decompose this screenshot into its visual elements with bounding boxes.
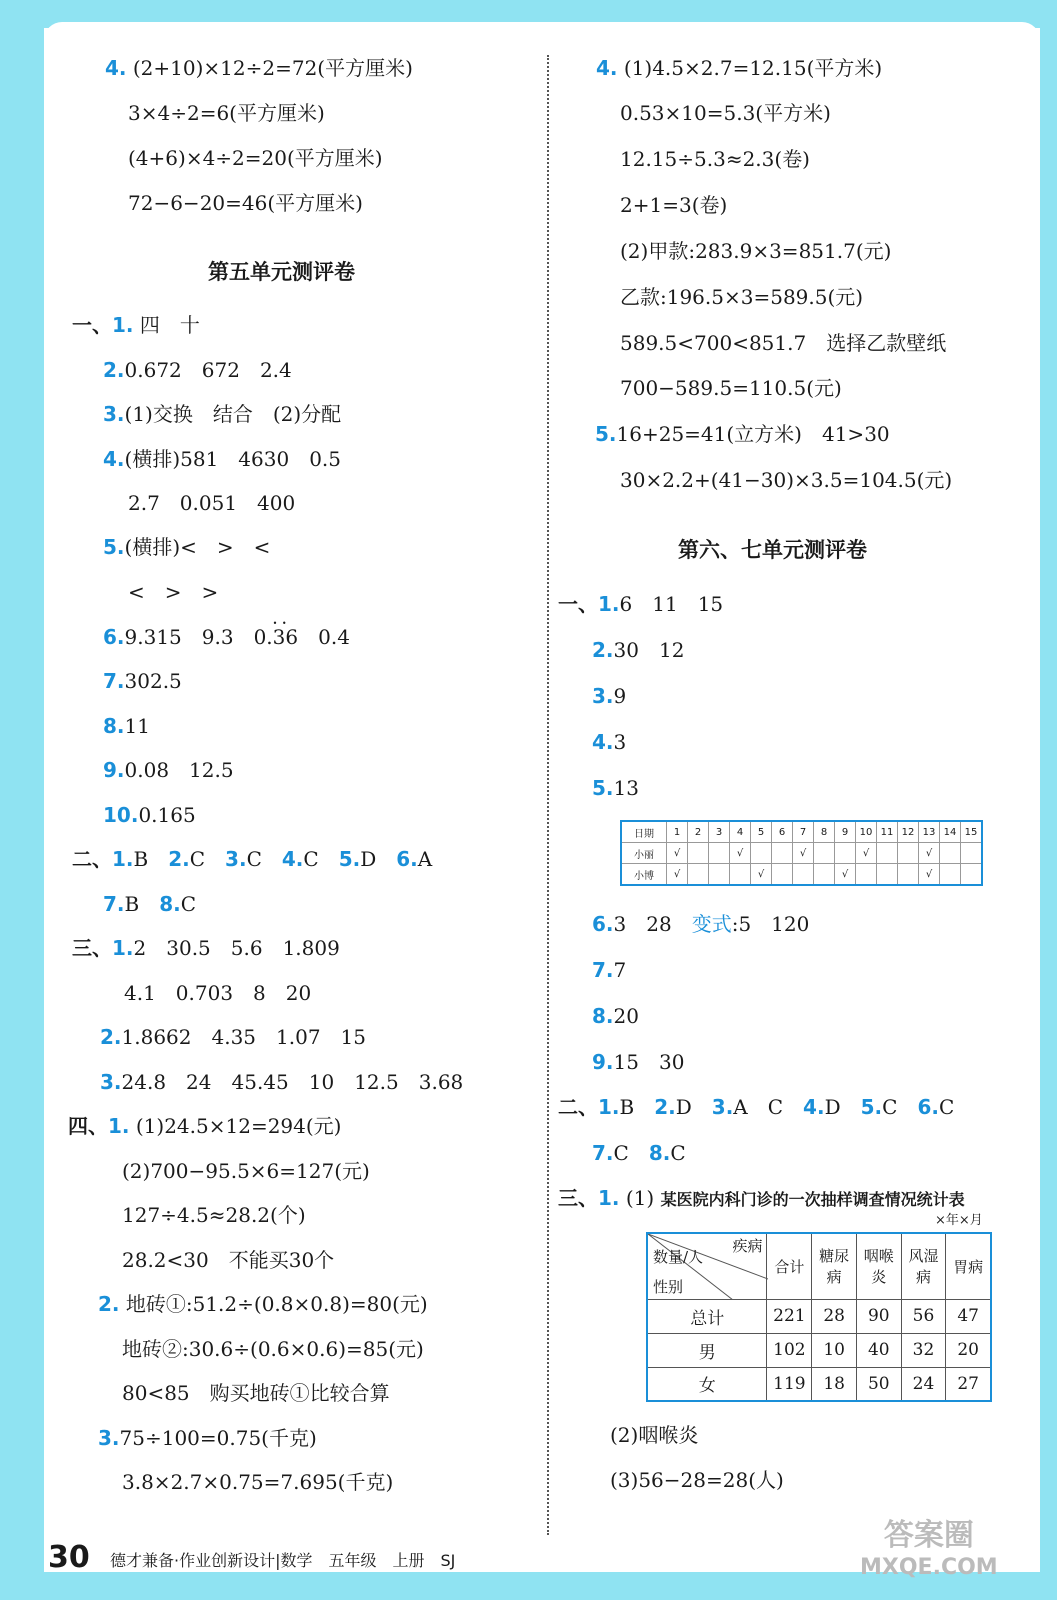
mark-cell: [814, 843, 835, 864]
table-cell: 90: [856, 1299, 901, 1333]
right-p3-q1: 三、1. (1) 某医院内科门诊的一次抽样调查情况统计表: [558, 1186, 965, 1210]
mark-cell: [730, 864, 751, 886]
table-cell: 27: [946, 1367, 991, 1401]
day-cell: 2: [688, 821, 709, 843]
day-cell: 5: [751, 821, 772, 843]
table-cell: 56: [901, 1299, 946, 1333]
left-p1-q9: 9.0.08 12.5: [103, 758, 234, 782]
table-cell: 10: [812, 1333, 857, 1367]
col-header: 合计: [767, 1233, 812, 1299]
table-cell: 119: [767, 1367, 812, 1401]
left-p4-q1-line4: 28.2<30 不能买30个: [122, 1248, 335, 1272]
day-cell: 14: [940, 821, 961, 843]
left-p4-q2-line3: 80<85 购买地砖①比较合算: [122, 1381, 390, 1405]
mark-cell: [856, 864, 877, 886]
survey-header-row: [647, 1233, 991, 1299]
mark-cell: √: [667, 843, 688, 864]
left-q4-line2: 3×4÷2=6(平方厘米): [128, 101, 325, 125]
right-p1-q2: 2.30 12: [592, 638, 685, 662]
table-cell: 102: [767, 1333, 812, 1367]
right-q4-line6: 乙款:196.5×3=589.5(元): [620, 285, 864, 309]
left-q4-line1: 4. (2+10)×12÷2=72(平方厘米): [105, 56, 413, 80]
attendance-row: [621, 843, 982, 864]
table-cell: 50: [856, 1367, 901, 1401]
mark-cell: [688, 864, 709, 886]
column-divider: [547, 55, 549, 1535]
mark-cell: [772, 843, 793, 864]
right-p2-line2: 7.C 8.C: [592, 1141, 686, 1165]
watermark-logo: 答案圈 MXQE.COM: [860, 1518, 998, 1580]
right-p1-q9: 9.15 30: [592, 1050, 685, 1074]
mark-cell: [709, 864, 730, 886]
mark-cell: √: [793, 843, 814, 864]
mark-cell: [877, 864, 898, 886]
left-p3-q1-line2: 4.1 0.703 8 20: [124, 981, 312, 1005]
footer-text: 德才兼备·作业创新设计|数学 五年级 上册 SJ: [110, 1551, 456, 1570]
right-p1-q6: 6.3 28 变式:5 120: [592, 912, 810, 936]
right-p1-q5: 5.13: [592, 776, 639, 800]
day-cell: 12: [898, 821, 919, 843]
right-p3-a2: (2)咽喉炎: [610, 1423, 699, 1447]
right-p1-q1: 一、1.6 11 15: [558, 592, 724, 616]
mark-cell: [835, 843, 856, 864]
mark-cell: [961, 864, 983, 886]
attendance-table: [620, 820, 983, 886]
right-p1-q7: 7.7: [592, 958, 627, 982]
mark-cell: [751, 843, 772, 864]
left-p1-q8: 8.11: [103, 714, 150, 738]
right-q4-line8: 700−589.5=110.5(元): [620, 376, 842, 400]
col-header: 咽喉炎: [856, 1233, 901, 1299]
day-cell: 11: [877, 821, 898, 843]
right-q4-line2: 0.53×10=5.3(平方米): [620, 101, 831, 125]
mark-cell: [898, 864, 919, 886]
table-date: ×年×月: [935, 1213, 983, 1228]
row-label: 女: [647, 1367, 767, 1401]
right-p1-q3: 3.9: [592, 684, 627, 708]
survey-row: [647, 1299, 991, 1333]
left-p4-q1-line3: 127÷4.5≈28.2(个): [122, 1203, 306, 1227]
survey-row: [647, 1333, 991, 1367]
page-number: 30: [48, 1540, 90, 1575]
corner-count-label: 数量/人: [653, 1248, 704, 1266]
mark-cell: √: [856, 843, 877, 864]
col-header: 风湿病: [901, 1233, 946, 1299]
day-cell: 1: [667, 821, 688, 843]
right-p3-a3: (3)56−28=28(人): [610, 1468, 784, 1492]
mark-cell: √: [751, 864, 772, 886]
right-border: [1040, 0, 1057, 1600]
day-cell: 7: [793, 821, 814, 843]
left-p1-q4-line2: 2.7 0.051 400: [128, 491, 296, 515]
left-p4-q3-line2: 3.8×2.7×0.75=7.695(千克): [122, 1470, 394, 1494]
left-p4-q3: 3.75÷100=0.75(千克): [98, 1426, 317, 1450]
day-cell: 6: [772, 821, 793, 843]
left-q4-line4: 72−6−20=46(平方厘米): [128, 191, 363, 215]
mark-cell: [688, 843, 709, 864]
left-p1-q5: 5.(横排)< > <: [103, 535, 271, 559]
table-cell: 18: [812, 1367, 857, 1401]
table-cell: 47: [946, 1299, 991, 1333]
mark-cell: [940, 864, 961, 886]
right-p1-q4: 4.3: [592, 730, 627, 754]
survey-table: [646, 1232, 992, 1402]
table-cell: 32: [901, 1333, 946, 1367]
left-p4-q2-line2: 地砖②:30.6÷(0.6×0.6)=85(元): [122, 1337, 424, 1361]
left-p1-q1: 一、1. 四 十: [72, 313, 200, 337]
mark-cell: √: [919, 843, 940, 864]
right-p1-q8: 8.20: [592, 1004, 639, 1028]
table-cell: 40: [856, 1333, 901, 1367]
left-p3-q3: 3.24.8 24 45.45 10 12.5 3.68: [100, 1070, 464, 1094]
repeating-decimal: • • 36: [273, 625, 298, 649]
day-cell: 4: [730, 821, 751, 843]
table-cell: 221: [767, 1299, 812, 1333]
left-p4-q2: 2. 地砖①:51.2÷(0.8×0.8)=80(元): [98, 1292, 428, 1316]
left-p1-q4: 4.(横排)581 4630 0.5: [103, 447, 341, 471]
left-p3-q2: 2.1.8662 4.35 1.07 15: [100, 1025, 367, 1049]
mark-cell: √: [730, 843, 751, 864]
section67-title: 第六、七单元测评卷: [678, 538, 867, 562]
right-q4-line5: (2)甲款:283.9×3=851.7(元): [620, 239, 892, 263]
right-q4-line7: 589.5<700<851.7 选择乙款壁纸: [620, 331, 947, 355]
left-q4-line3: (4+6)×4÷2=20(平方厘米): [128, 146, 383, 170]
attendance-header-row: [621, 821, 982, 843]
left-p3-q1: 三、1.2 30.5 5.6 1.809: [72, 936, 340, 960]
mark-cell: [961, 843, 983, 864]
left-p1-q7: 7.302.5: [103, 669, 182, 693]
day-cell: 9: [835, 821, 856, 843]
mark-cell: √: [835, 864, 856, 886]
survey-row: [647, 1367, 991, 1401]
mark-cell: [709, 843, 730, 864]
left-p2-line1: 二、1.B 2.C 3.C 4.C 5.D 6.A: [72, 847, 433, 871]
right-q4-line4: 2+1=3(卷): [620, 193, 728, 217]
left-p4-q1-line2: (2)700−95.5×6=127(元): [122, 1159, 370, 1183]
corner-cell: [647, 1233, 767, 1299]
col-header: 胃病: [946, 1233, 991, 1299]
left-p4-q1: 四、1. (1)24.5×12=294(元): [68, 1114, 342, 1138]
right-q5-line2: 30×2.2+(41−30)×3.5=104.5(元): [620, 468, 953, 492]
corner-disease-label: 疾病: [732, 1237, 763, 1255]
left-p1-q10: 10.0.165: [103, 803, 196, 827]
day-cell: 3: [709, 821, 730, 843]
day-cell: 10: [856, 821, 877, 843]
table-cell: 20: [946, 1333, 991, 1367]
right-q5-line1: 5.16+25=41(立方米) 41>30: [595, 422, 890, 446]
person-name: 小丽: [621, 843, 667, 864]
left-p2-line2: 7.B 8.C: [103, 892, 197, 916]
mark-cell: √: [667, 864, 688, 886]
table-cell: 28: [812, 1299, 857, 1333]
section5-title: 第五单元测评卷: [208, 260, 355, 284]
left-p1-q3: 3.(1)交换 结合 (2)分配: [103, 402, 342, 426]
corner-gender-label: 性别: [653, 1278, 684, 1296]
left-p1-q2: 2.0.672 672 2.4: [103, 358, 292, 382]
mark-cell: √: [919, 864, 940, 886]
left-p1-q5-line2: < > >: [128, 580, 219, 604]
table-cell: 24: [901, 1367, 946, 1401]
mark-cell: [877, 843, 898, 864]
day-cell: 8: [814, 821, 835, 843]
day-cell: 15: [961, 821, 983, 843]
right-p2-line1: 二、1.B 2.D 3.A C 4.D 5.C 6.C: [558, 1095, 955, 1119]
person-name: 小博: [621, 864, 667, 886]
date-header: 日期: [621, 821, 667, 843]
mark-cell: [940, 843, 961, 864]
right-q4-line1: 4. (1)4.5×2.7=12.15(平方米): [596, 56, 883, 80]
mark-cell: [814, 864, 835, 886]
left-border: [0, 0, 44, 1600]
day-cell: 13: [919, 821, 940, 843]
row-label: 男: [647, 1333, 767, 1367]
left-p1-q6: 6.9.315 9.3 0.• • 36 0.4: [103, 624, 350, 650]
col-header: 糖尿病: [812, 1233, 857, 1299]
mark-cell: [898, 843, 919, 864]
row-label: 总计: [647, 1299, 767, 1333]
mark-cell: [772, 864, 793, 886]
mark-cell: [793, 864, 814, 886]
attendance-row: [621, 864, 982, 886]
right-q4-line3: 12.15÷5.3≈2.3(卷): [620, 147, 810, 171]
